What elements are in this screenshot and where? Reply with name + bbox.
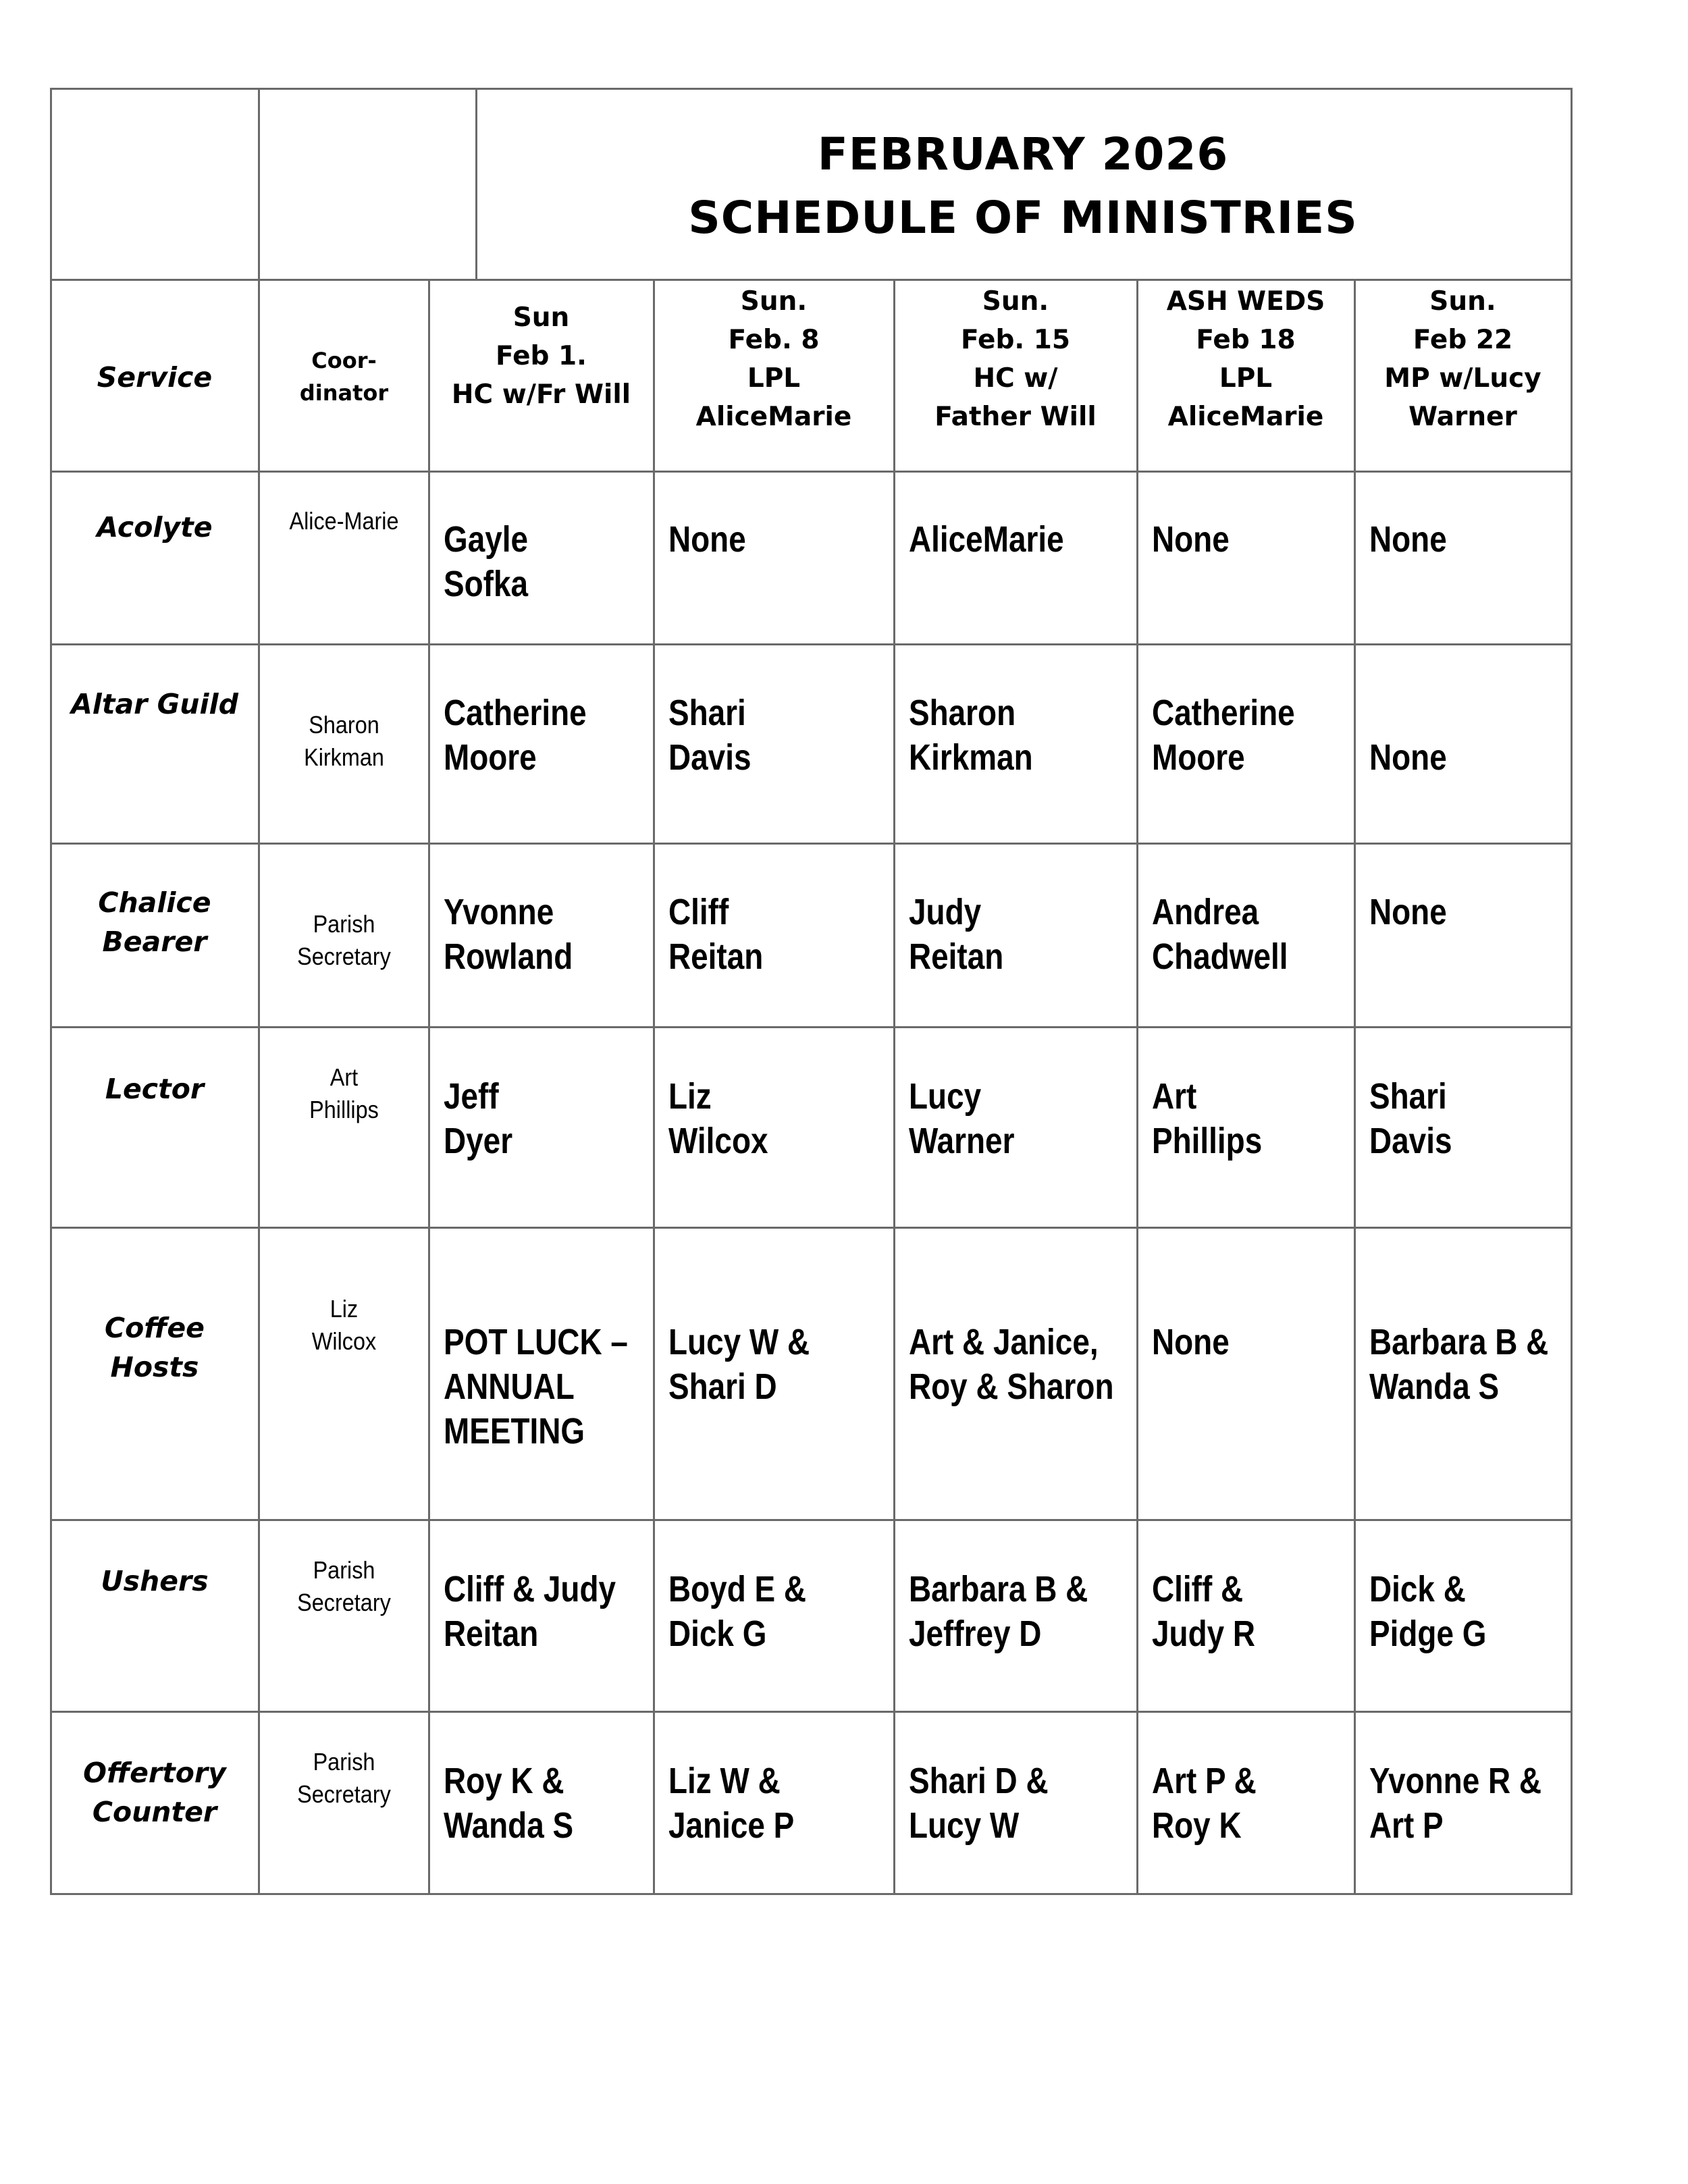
- coffee-hosts-feb22: Barbara B & Wanda S: [1369, 1322, 1549, 1407]
- altar-guild-feb22: None: [1369, 737, 1447, 778]
- altar-guild-feb15: Sharon Kirkman: [909, 693, 1033, 778]
- ushers-feb18: Cliff & Judy R: [1152, 1569, 1256, 1654]
- offertory-counter-feb22: Yvonne R & Art P: [1369, 1761, 1542, 1846]
- table-border-top: [50, 88, 1573, 90]
- lector-feb18: Art Phillips: [1152, 1076, 1263, 1161]
- chalice-bearer-feb22: None: [1369, 892, 1447, 932]
- coordinator-lector: Art Phillips: [309, 1063, 379, 1123]
- coffee-hosts-feb15: Art & Janice, Roy & Sharon: [909, 1322, 1114, 1407]
- header-date-feb1: Sun Feb 1. HC w/Fr Will: [451, 302, 631, 410]
- table-border-bottom: [50, 1893, 1573, 1895]
- acolyte-feb22: None: [1369, 519, 1447, 560]
- table-rule: [1136, 279, 1138, 1895]
- page-title: [475, 123, 1571, 250]
- table-rule: [893, 279, 895, 1895]
- table-rule: [428, 279, 430, 1895]
- table-rule: [50, 1026, 1573, 1028]
- header-date-feb22: Sun. Feb 22 MP w/Lucy Warner: [1384, 286, 1541, 432]
- row-label-chalice-bearer: Chalice Bearer: [98, 886, 211, 958]
- row-label-lector: Lector: [105, 1073, 205, 1105]
- header-service: Service: [97, 361, 213, 394]
- altar-guild-feb8: Shari Davis: [668, 693, 751, 778]
- coffee-hosts-feb1: POT LUCK – ANNUAL MEETING: [444, 1322, 628, 1451]
- chalice-bearer-feb15: Judy Reitan: [909, 892, 1004, 977]
- coordinator-altar-guild: Sharon Kirkman: [304, 711, 384, 771]
- coordinator-ushers: Parish Secretary: [297, 1556, 391, 1616]
- table-rule: [50, 643, 1573, 645]
- header-date-feb8: Sun. Feb. 8 LPL AliceMarie: [695, 286, 852, 432]
- lector-feb1: Jeff Dyer: [444, 1076, 513, 1161]
- acolyte-feb8: None: [668, 519, 746, 560]
- chalice-bearer-feb1: Yvonne Rowland: [444, 892, 573, 977]
- ushers-feb1: Cliff & Judy Reitan: [444, 1569, 616, 1654]
- coffee-hosts-feb18: None: [1152, 1322, 1230, 1362]
- ushers-feb15: Barbara B & Jeffrey D: [909, 1569, 1088, 1654]
- table-rule: [50, 1711, 1573, 1713]
- acolyte-feb15: AliceMarie: [909, 519, 1064, 560]
- offertory-counter-feb8: Liz W & Janice P: [668, 1761, 795, 1846]
- acolyte-feb18: None: [1152, 519, 1230, 560]
- altar-guild-feb1: Catherine Moore: [444, 693, 587, 778]
- coffee-hosts-feb8: Lucy W & Shari D: [668, 1322, 810, 1407]
- chalice-bearer-feb18: Andrea Chadwell: [1152, 892, 1288, 977]
- offertory-counter-feb1: Roy K & Wanda S: [444, 1761, 574, 1846]
- table-rule: [50, 843, 1573, 845]
- table-rule: [1354, 279, 1356, 1895]
- table-rule: [653, 279, 655, 1895]
- row-label-altar-guild: Altar Guild: [71, 688, 238, 720]
- row-label-offertory-counter: Offertory Counter: [83, 1757, 226, 1828]
- altar-guild-feb18: Catherine Moore: [1152, 693, 1295, 778]
- table-rule: [50, 1227, 1573, 1229]
- header-coordinator: Coor- dinator: [299, 348, 389, 406]
- row-label-ushers: Ushers: [101, 1565, 209, 1597]
- ushers-feb8: Boyd E & Dick G: [668, 1569, 807, 1654]
- offertory-counter-feb15: Shari D & Lucy W: [909, 1761, 1049, 1846]
- table-rule: [50, 471, 1573, 473]
- acolyte-feb1: Gayle Sofka: [444, 519, 529, 604]
- row-label-coffee-hosts: Coffee Hosts: [104, 1312, 205, 1383]
- table-border-right: [1571, 88, 1573, 1895]
- coordinator-acolyte: Alice-Marie: [289, 507, 399, 535]
- lector-feb22: Shari Davis: [1369, 1076, 1452, 1161]
- row-label-acolyte: Acolyte: [97, 511, 213, 543]
- coordinator-chalice-bearer: Parish Secretary: [297, 910, 391, 970]
- coordinator-coffee-hosts: Liz Wilcox: [311, 1295, 377, 1355]
- lector-feb15: Lucy Warner: [909, 1076, 1015, 1161]
- ushers-feb22: Dick & Pidge G: [1369, 1569, 1487, 1654]
- table-rule: [50, 1519, 1573, 1521]
- lector-feb8: Liz Wilcox: [668, 1076, 768, 1161]
- header-date-feb18: ASH WEDS Feb 18 LPL AliceMarie: [1166, 286, 1325, 432]
- title-line-month: FEBRUARY 2026: [817, 128, 1229, 180]
- chalice-bearer-feb8: Cliff Reitan: [668, 892, 764, 977]
- table-rule: [50, 279, 1573, 281]
- offertory-counter-feb18: Art P & Roy K: [1152, 1761, 1257, 1846]
- title-line-schedule: SCHEDULE OF MINISTRIES: [688, 192, 1358, 244]
- header-date-feb15: Sun. Feb. 15 HC w/ Father Will: [934, 286, 1097, 432]
- coordinator-offertory-counter: Parish Secretary: [297, 1748, 391, 1808]
